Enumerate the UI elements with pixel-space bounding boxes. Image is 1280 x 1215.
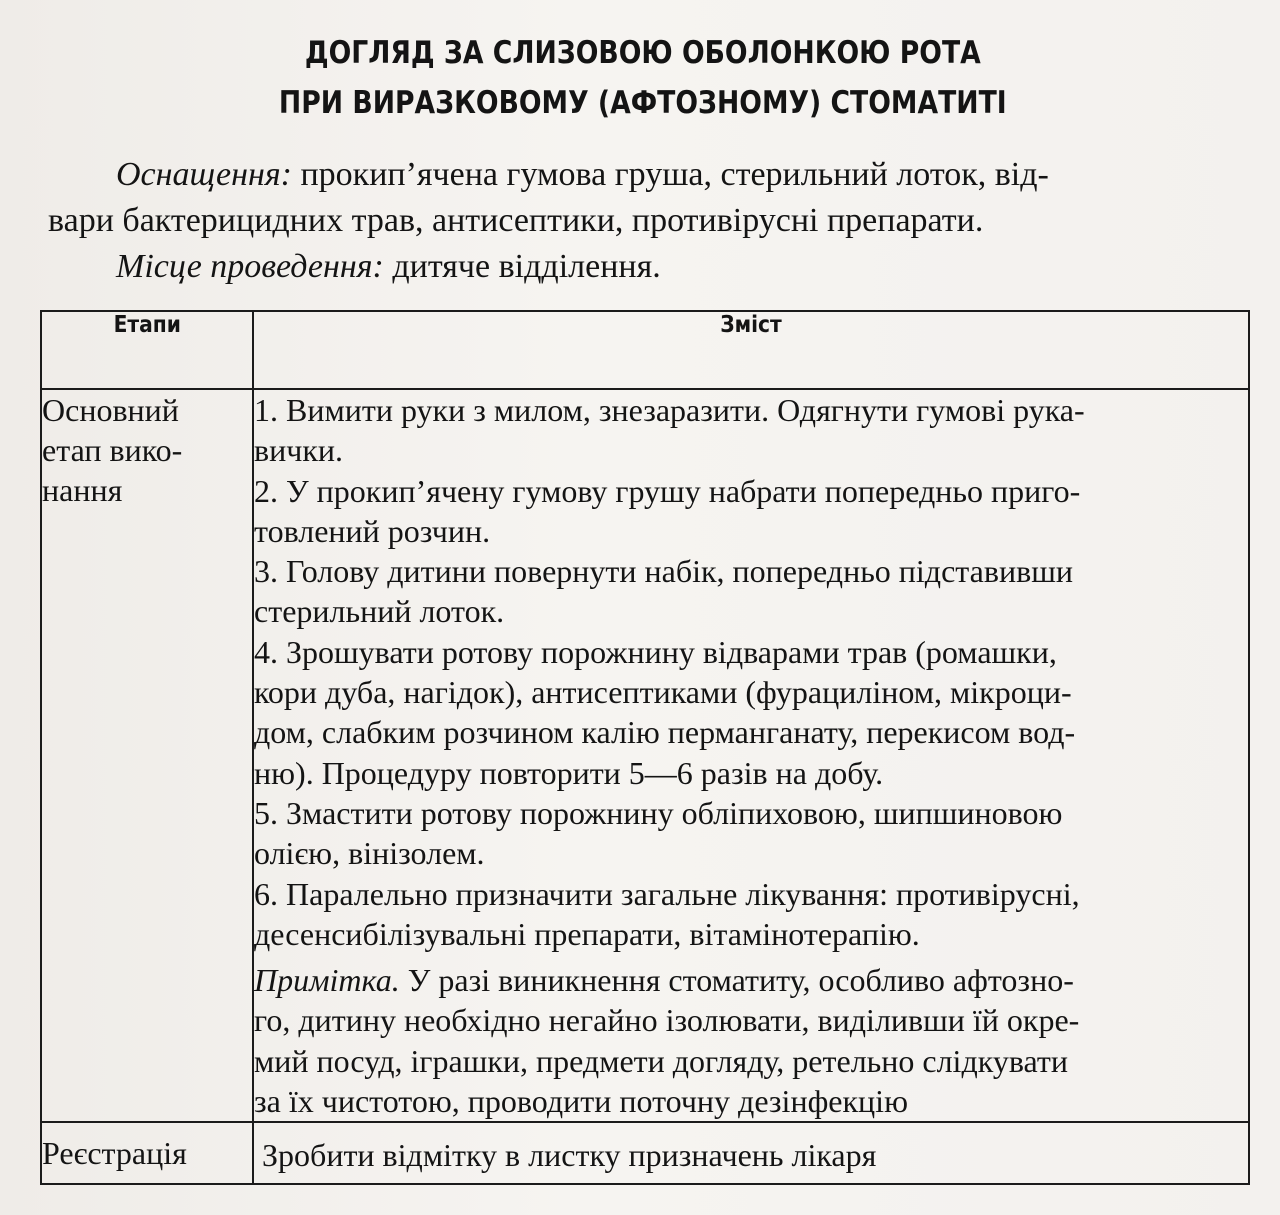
intro-block <box>48 152 1248 290</box>
content-line: 2. У прокип’ячену гумову грушу набрати попередньо приго- <box>254 472 1081 509</box>
content-line: кори дуба, нагідок), антисептиками (фурациліном, мікроци- <box>254 674 1072 711</box>
content-line: олією, вінізолем. <box>254 835 485 872</box>
note-line: за їх чистотою, проводити поточну дезінфекцію <box>254 1083 908 1120</box>
equipment-line-2: вари бактерицидних трав, антисептики, противірусні препарати. <box>48 202 984 239</box>
document-title <box>92 28 1193 128</box>
content-line: 1. Вимити руки з милом, знезаразити. Одягнути гумові рука- <box>254 392 1085 428</box>
table-row <box>41 389 1249 1122</box>
stage-main-line: нання <box>42 472 123 508</box>
content-line: товлений розчин. <box>254 512 491 549</box>
content-line: стерильний лоток. <box>254 593 505 630</box>
stage-main <box>41 389 253 1122</box>
note-line: мий посуд, іграшки, предмети догляду, ретельно слідкувати <box>254 1042 1068 1079</box>
note-text: У разі виникнення стоматиту, особливо афтозно- <box>399 962 1074 999</box>
title-line-2: ПРИ ВИРАЗКОВОМУ (АФТОЗНОМУ) СТОМАТИТІ <box>278 85 1007 121</box>
place-label: Місце проведення: <box>116 248 384 285</box>
content-line: ню). Процедуру повторити 5—6 разів на добу. <box>254 754 884 791</box>
place-text: дитяче відділення. <box>383 248 661 285</box>
table-header-row <box>41 311 1249 389</box>
procedure-table <box>40 310 1250 1185</box>
header-stages: Етапи <box>41 311 253 389</box>
stage-main-line: Основний <box>42 392 179 428</box>
content-line: 4. Зрошувати ротову порожнину відварами трав (ромашки, <box>254 633 1057 670</box>
content-main <box>253 389 1249 1122</box>
content-line: 3. Голову дитини повернути набік, попередньо підставивши <box>254 553 1073 590</box>
equipment-label: Оснащення: <box>116 156 292 193</box>
stage-main-line: етап вико- <box>42 432 183 468</box>
note-line <box>254 960 1248 1000</box>
content-registration: Зробити відмітку в листку призначень лікаря <box>253 1122 1249 1184</box>
header-content: Зміст <box>253 311 1249 389</box>
note-block <box>254 960 1248 1121</box>
note-label: Примітка. <box>254 962 400 999</box>
content-line: 6. Паралельно призначити загальне лікування: противірусні, <box>254 875 1080 912</box>
content-line: 5. Змастити ротову порожнину обліпиховою, шипшиновою <box>254 794 1063 831</box>
place-line <box>48 244 1248 290</box>
content-line: вички. <box>254 432 343 469</box>
title-line-1: ДОГЛЯД ЗА СЛИЗОВОЮ ОБОЛОНКОЮ РОТА <box>304 35 981 71</box>
note-line: го, дитину необхідно негайно ізолювати, виділивши їй окре- <box>254 1002 1080 1039</box>
stage-registration: Реєстрація <box>41 1122 253 1184</box>
content-line: десенсибілізувальні препарати, вітамінотерапію. <box>254 915 920 952</box>
table-row <box>41 1122 1249 1184</box>
content-line: дом, слабким розчином калію перманганату, перекисом вод- <box>254 714 1076 751</box>
equipment-text-1: прокип’ячена гумова груша, стерильний лоток, від- <box>291 156 1049 193</box>
equipment-line-1 <box>48 152 1248 198</box>
